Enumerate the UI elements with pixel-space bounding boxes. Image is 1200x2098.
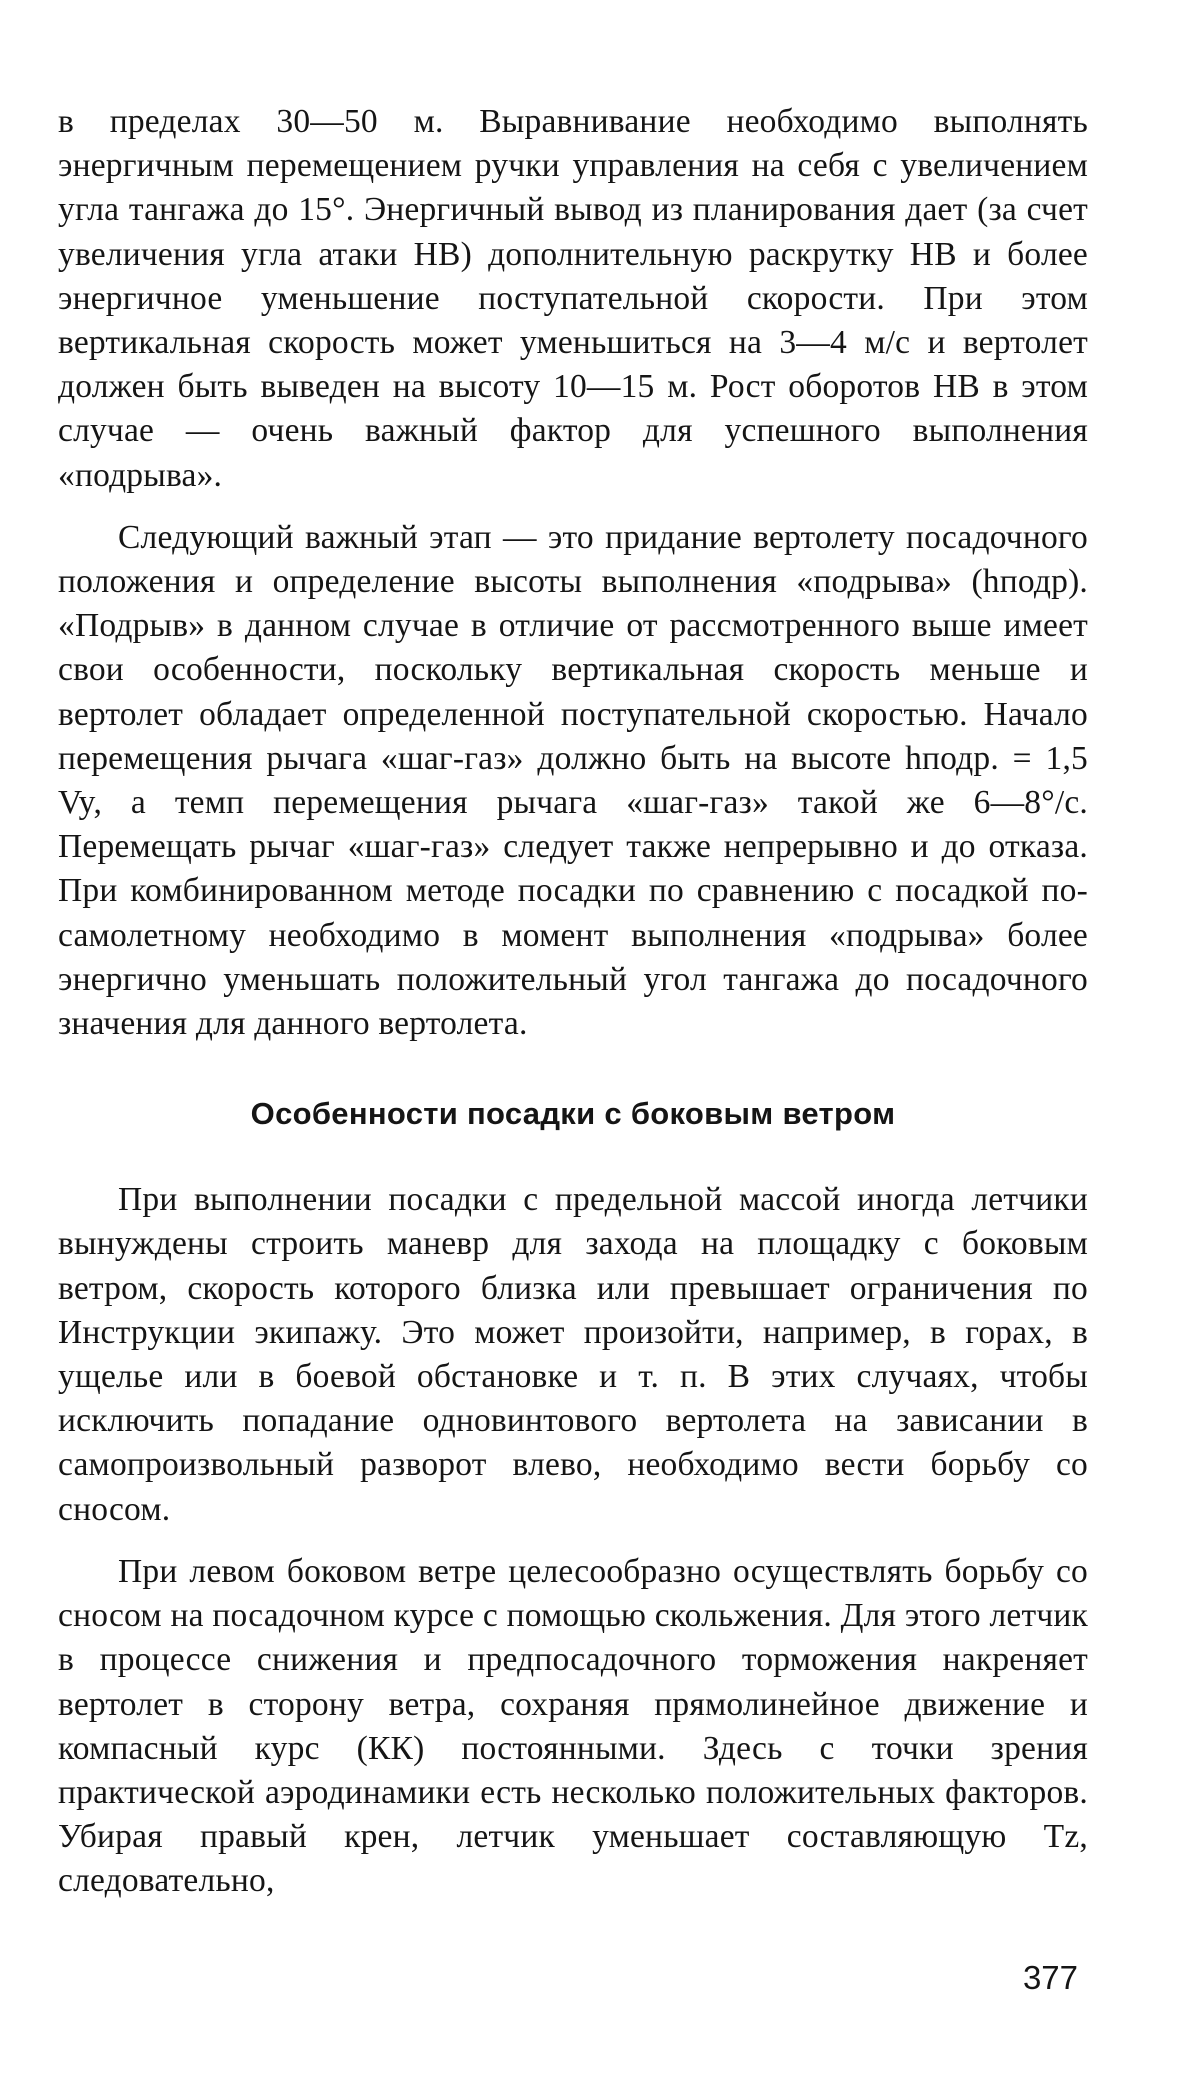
section-heading: Особенности посадки с боковым ветром (250, 1096, 896, 1132)
paragraph-hop-height: Следующий важный этап — это придание вертолету посадочного положения и определение высоты выполнения «подрыва» (hподр). «Подрыв» в данном случае в отличие от рассмотренного выше имеет свои особенности, поскольку вертикальная скорость меньше и вертолет обладает определенной поступательной скоростью. Начало перемещения рычага «шаг-газ» должно быть на высоте hподр. = 1,5 Vy, а темп перемещения рычага «шаг-газ» такой же 6—8°/с. Перемещать рычаг «шаг-газ» следует также непрерывно и до отказа. При комбинированном методе посадки по сравнению с посадкой по-самолетному необходимо в момент выполнения «подрыва» более энергично уменьшать положительный угол тангажа до посадочного значения для данного вертолета. (58, 518, 1088, 1043)
page-number: 377 (1022, 1959, 1078, 1996)
paragraph-left-crosswind: При левом боковом ветре целесообразно осуществлять борьбу со сносом на посадочном курсе с помощью скольжения. Для этого летчик в процессе снижения и предпосадочного торможения накреняет вертолет в сторону ветра, сохраняя прямолинейное движение и компасный курс (КК) постоянными. Здесь с точки зрения практической аэродинамики есть несколько положительных факторов. Убирая правый крен, летчик уменьшает составляющую Tz, следовательно, (58, 1552, 1088, 1900)
paragraph-crosswind-landing: При выполнении посадки с предельной массой иногда летчики вынуждены строить маневр для захода на площадку с боковым ветром, скорость которого близка или превышает ограничения по Инструкции экипажу. Это может произойти, например, в горах, в ущелье или в боевой обстановке и т. п. В этих случаях, чтобы исключить попадание одновинтового вертолета на зависании в самопроизвольный разворот влево, необходимо вести борьбу со сносом. (58, 1181, 1088, 1528)
paragraph-landing-leveling: в пределах 30—50 м. Выравнивание необходимо выполнять энергичным перемещением ручки управления на себя с увеличением угла тангажа до 15°. Энергичный вывод из планирования дает (за счет увеличения угла атаки НВ) дополнительную раскрутку НВ и более энергичное уменьшение поступательной скорости. При этом вертикальная скорость может уменьшиться на 3—4 м/с и вертолет должен быть выведен на высоту 10—15 м. Рост оборотов НВ в этом случае — очень важный фактор для успешного выполнения «подрыва». (58, 103, 1088, 494)
document-page (58, 100, 1088, 1904)
